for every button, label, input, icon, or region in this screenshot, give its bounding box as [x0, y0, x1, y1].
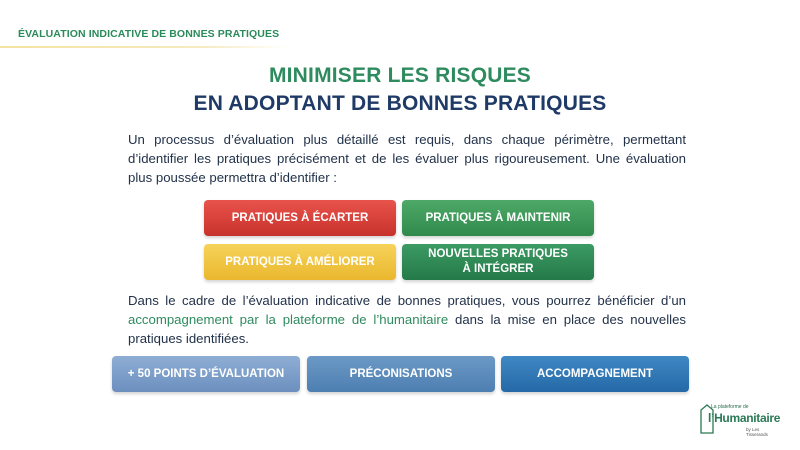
practices-integrate-button[interactable]	[402, 244, 594, 280]
practices-discard-button[interactable]	[204, 200, 396, 236]
coaching-label: ACCOMPAGNEMENT	[536, 367, 654, 380]
practices-maintain-label: PRATIQUES À MAINTENIR	[425, 211, 571, 224]
support-text-after: dans la mise en place des nouvelles pratiques identifiées.	[128, 312, 686, 346]
practices-discard-label: PRATIQUES À ÉCARTER	[231, 211, 369, 224]
page-title-line2: EN ADOPTANT DE BONNES PRATIQUES	[193, 92, 607, 115]
practices-integrate-label-line2: À INTÉGRER	[462, 263, 534, 275]
support-text-before: Dans le cadre de l’évaluation indicative de bonnes pratiques, vous pourrez bénéficier d’un	[128, 293, 686, 308]
intro-paragraph: Un processus d’évaluation plus détaillé est requis, dans chaque périmètre, permettant d’identifier les pratiques précisément et de les évaluer plus rigoureusement. Une évaluation plus poussée permettra d’identifier :	[128, 132, 686, 185]
recommendations-label: PRÉCONISATIONS	[349, 367, 453, 380]
section-underline	[0, 46, 288, 48]
platform-support-link[interactable]: accompagnement par la plateforme de l’humanitaire	[128, 312, 449, 327]
logo-main-text: l’Humanitaire	[708, 411, 781, 425]
logo-small-text: La plateforme de	[711, 404, 749, 410]
page-title-line1: MINIMISER LES RISQUES	[268, 64, 532, 87]
section-tag: ÉVALUATION INDICATIVE DE BONNES PRATIQUES	[18, 28, 280, 40]
recommendations-button[interactable]	[307, 356, 495, 392]
evaluation-points-button[interactable]	[112, 356, 300, 392]
practices-integrate-label-line1: NOUVELLES PRATIQUES	[428, 248, 568, 260]
evaluation-points-label: + 50 POINTS D’ÉVALUATION	[127, 367, 285, 380]
practices-improve-button[interactable]	[204, 244, 396, 280]
practices-improve-label: PRATIQUES À AMÉLIORER	[225, 255, 375, 268]
practices-maintain-button[interactable]	[402, 200, 594, 236]
logo-by-text: by Les Tisserands	[746, 427, 768, 437]
humanitaire-logo	[700, 402, 780, 438]
coaching-button[interactable]	[501, 356, 689, 392]
support-paragraph	[128, 291, 686, 348]
